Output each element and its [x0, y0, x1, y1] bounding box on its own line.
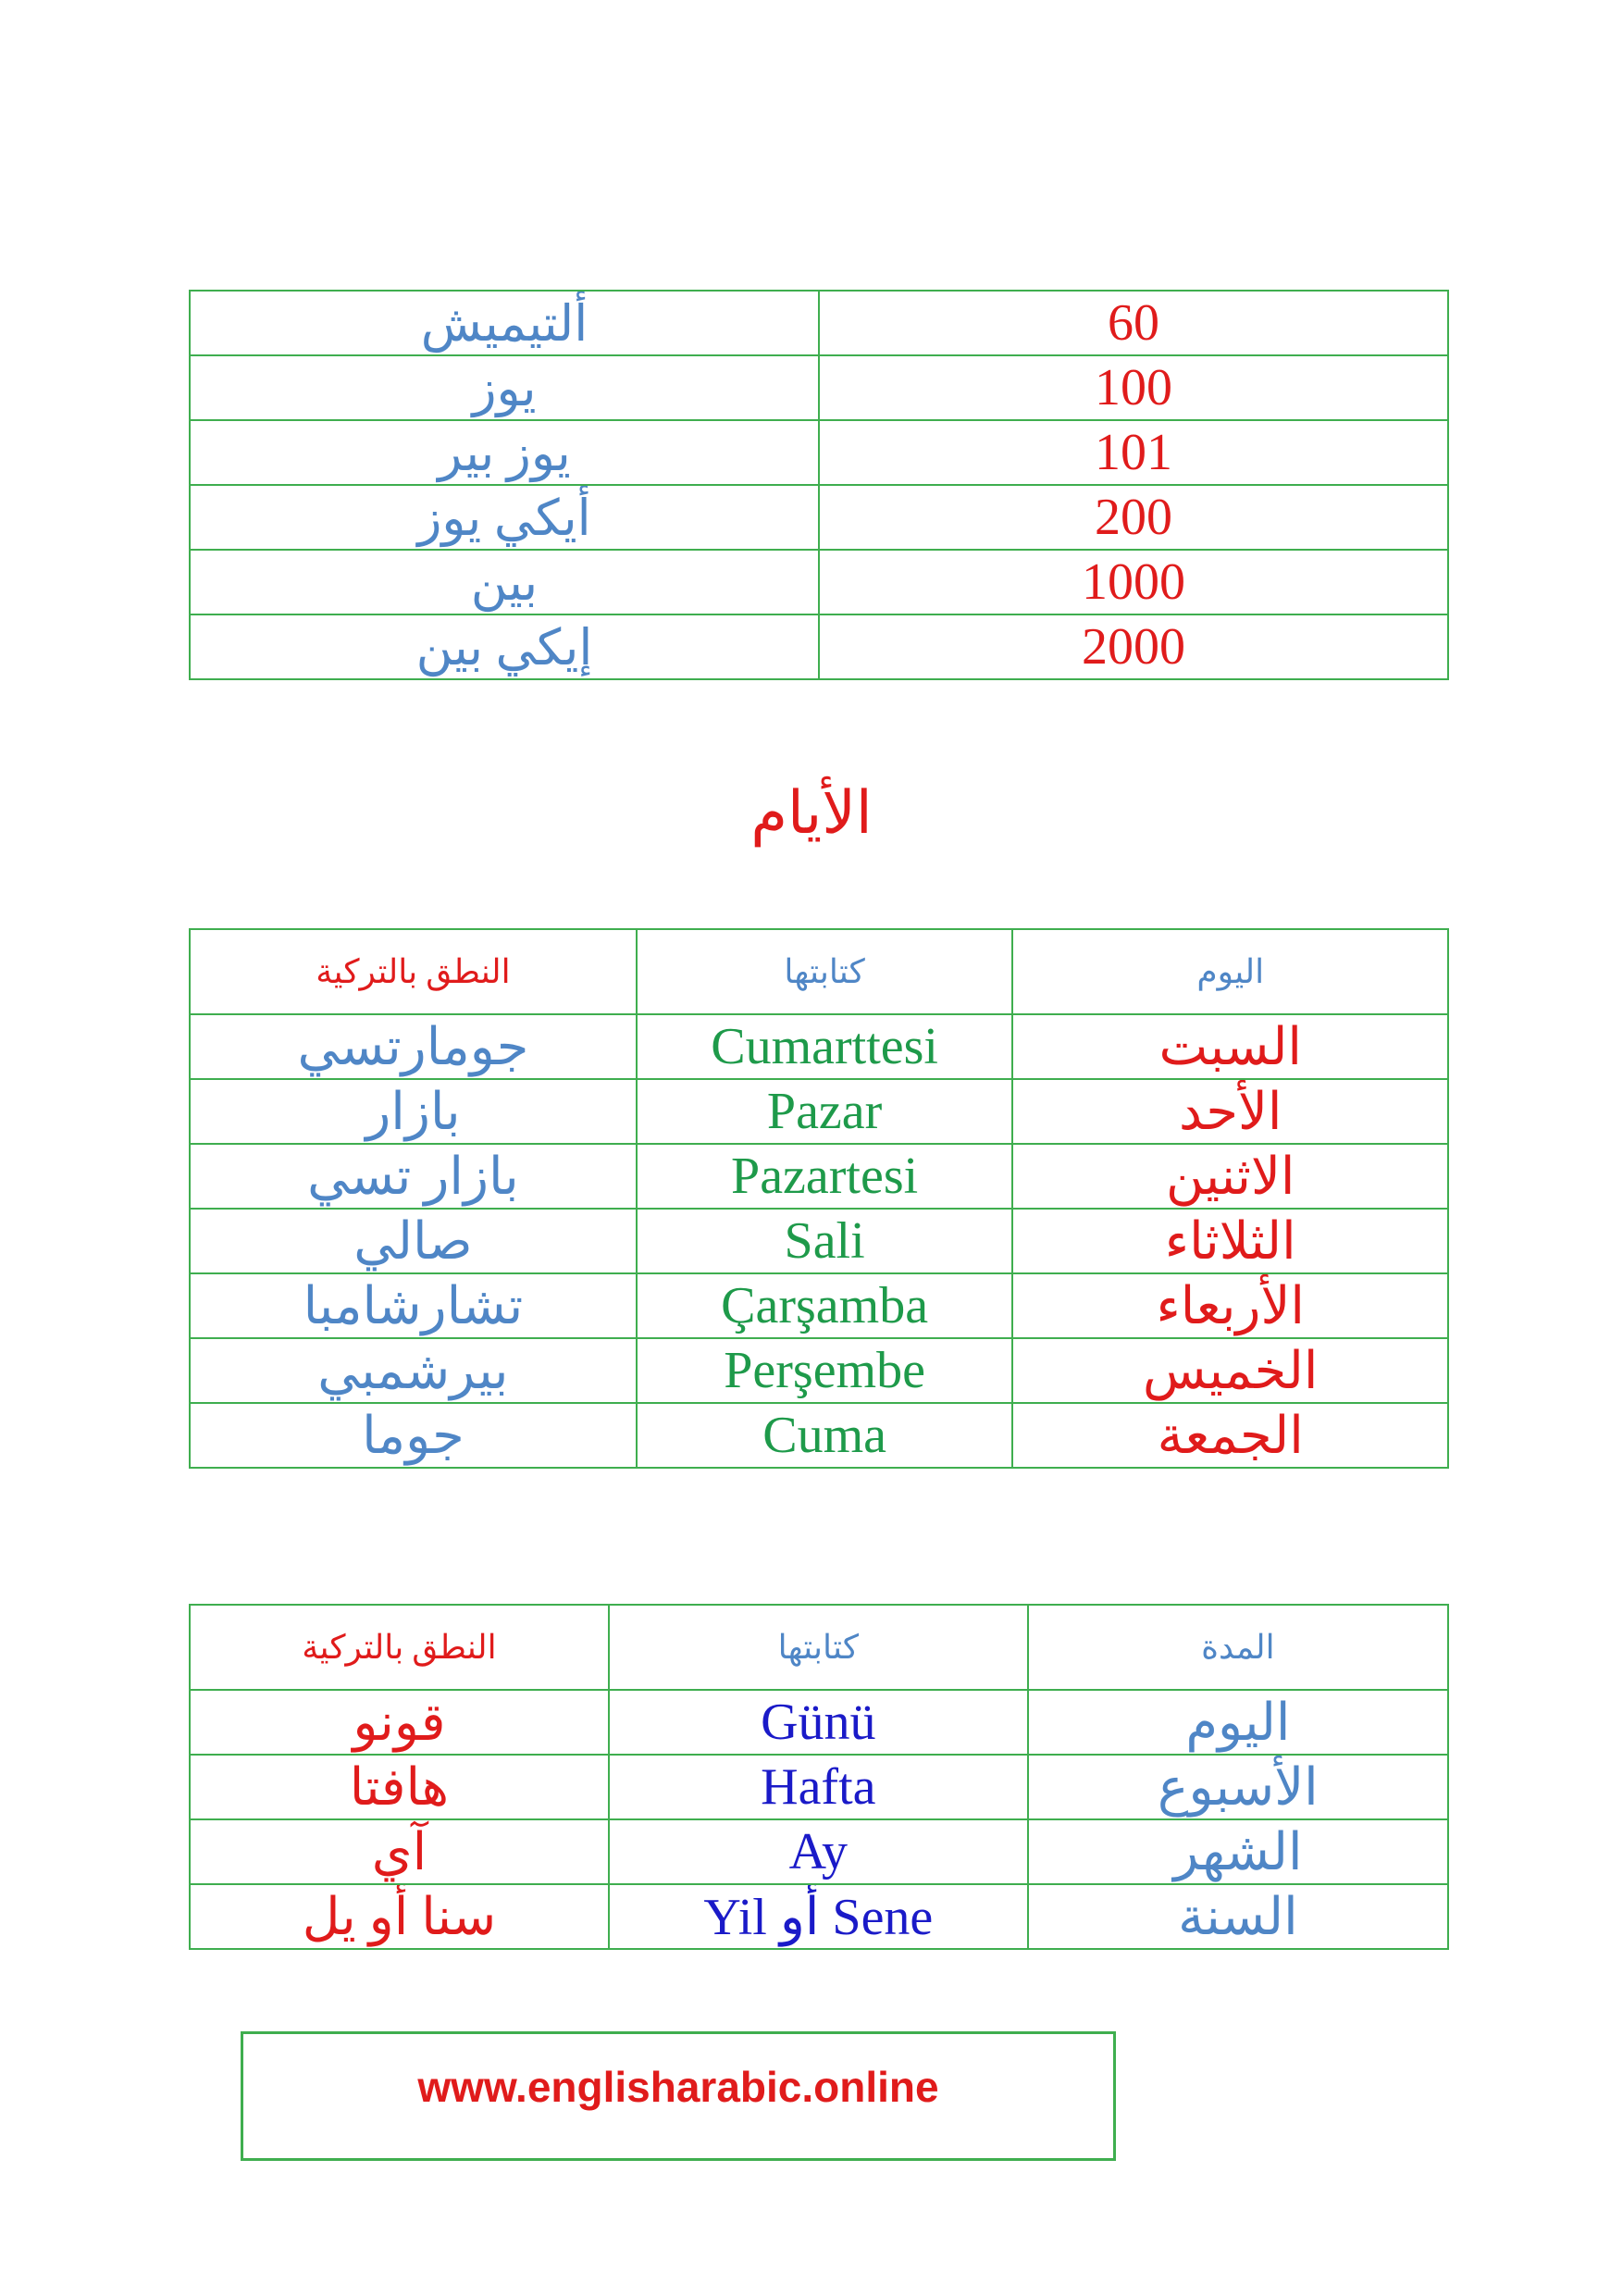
table-row [190, 291, 1448, 355]
number-pronunciation: يوز [190, 355, 819, 420]
days-table [189, 928, 1449, 1469]
table-row [190, 1403, 1448, 1468]
day-writing: Pazartesi [637, 1144, 1013, 1209]
table-row [190, 614, 1448, 679]
table-row [190, 1755, 1448, 1819]
period-name: الأسبوع [1028, 1755, 1448, 1819]
table-row [190, 1819, 1448, 1884]
day-pronunciation: بيرشمبي [190, 1338, 637, 1403]
website-link[interactable]: www.englisharabic.online [417, 2063, 939, 2111]
section-title: الأيام [750, 780, 873, 846]
number-value: 101 [819, 420, 1448, 485]
number-value: 2000 [819, 614, 1448, 679]
table-row [190, 1144, 1448, 1209]
numbers-table [189, 290, 1449, 680]
table-header-row [190, 1605, 1448, 1690]
number-pronunciation: بين [190, 550, 819, 614]
table-row [190, 485, 1448, 550]
period-name: اليوم [1028, 1690, 1448, 1755]
header-day: اليوم [1012, 929, 1448, 1014]
period-writing: Yil أو Sene [609, 1884, 1028, 1949]
day-writing: Cumarttesi [637, 1014, 1013, 1079]
table-row [190, 1690, 1448, 1755]
table-header-row [190, 929, 1448, 1014]
number-value: 60 [819, 291, 1448, 355]
period-pronunciation: آي [190, 1819, 609, 1884]
day-pronunciation: بازار [190, 1079, 637, 1144]
period-pronunciation: هافتا [190, 1755, 609, 1819]
period-writing: Günü [609, 1690, 1028, 1755]
header-pronunciation: النطق بالتركية [190, 1605, 609, 1690]
day-writing: Sali [637, 1209, 1013, 1273]
number-pronunciation: إيكي بين [190, 614, 819, 679]
period-pronunciation: قونو [190, 1690, 609, 1755]
periods-table [189, 1604, 1449, 1950]
period-name: السنة [1028, 1884, 1448, 1949]
header-writing: كتابتها [637, 929, 1013, 1014]
day-pronunciation: تشارشامبا [190, 1273, 637, 1338]
day-pronunciation: جوما [190, 1403, 637, 1468]
day-writing: Cuma [637, 1403, 1013, 1468]
table-row [190, 1884, 1448, 1949]
number-value: 100 [819, 355, 1448, 420]
header-pronunciation: النطق بالتركية [190, 929, 637, 1014]
table-row [190, 1014, 1448, 1079]
table-row [190, 1079, 1448, 1144]
website-box [241, 2031, 1116, 2161]
number-pronunciation: أيكي يوز [190, 485, 819, 550]
number-value: 1000 [819, 550, 1448, 614]
number-pronunciation: يوز بير [190, 420, 819, 485]
period-name: الشهر [1028, 1819, 1448, 1884]
table-row [190, 1209, 1448, 1273]
day-writing: Perşembe [637, 1338, 1013, 1403]
day-pronunciation: بازار تسي [190, 1144, 637, 1209]
table-row [190, 1273, 1448, 1338]
day-writing: Pazar [637, 1079, 1013, 1144]
day-writing: Çarşamba [637, 1273, 1013, 1338]
header-writing: كتابتها [609, 1605, 1028, 1690]
day-pronunciation: صالي [190, 1209, 637, 1273]
table-row [190, 1338, 1448, 1403]
period-pronunciation: سنا أو يل [190, 1884, 609, 1949]
table-row [190, 355, 1448, 420]
number-value: 200 [819, 485, 1448, 550]
period-writing: Ay [609, 1819, 1028, 1884]
table-row [190, 550, 1448, 614]
day-name: الجمعة [1012, 1403, 1448, 1468]
day-name: الأحد [1012, 1079, 1448, 1144]
day-name: الأربعاء [1012, 1273, 1448, 1338]
table-row [190, 420, 1448, 485]
day-name: السبت [1012, 1014, 1448, 1079]
day-name: الاثنين [1012, 1144, 1448, 1209]
number-pronunciation: ألتيميش [190, 291, 819, 355]
day-name: الخميس [1012, 1338, 1448, 1403]
header-period: المدة [1028, 1605, 1448, 1690]
day-name: الثلاثاء [1012, 1209, 1448, 1273]
day-pronunciation: جومارتسي [190, 1014, 637, 1079]
period-writing: Hafta [609, 1755, 1028, 1819]
